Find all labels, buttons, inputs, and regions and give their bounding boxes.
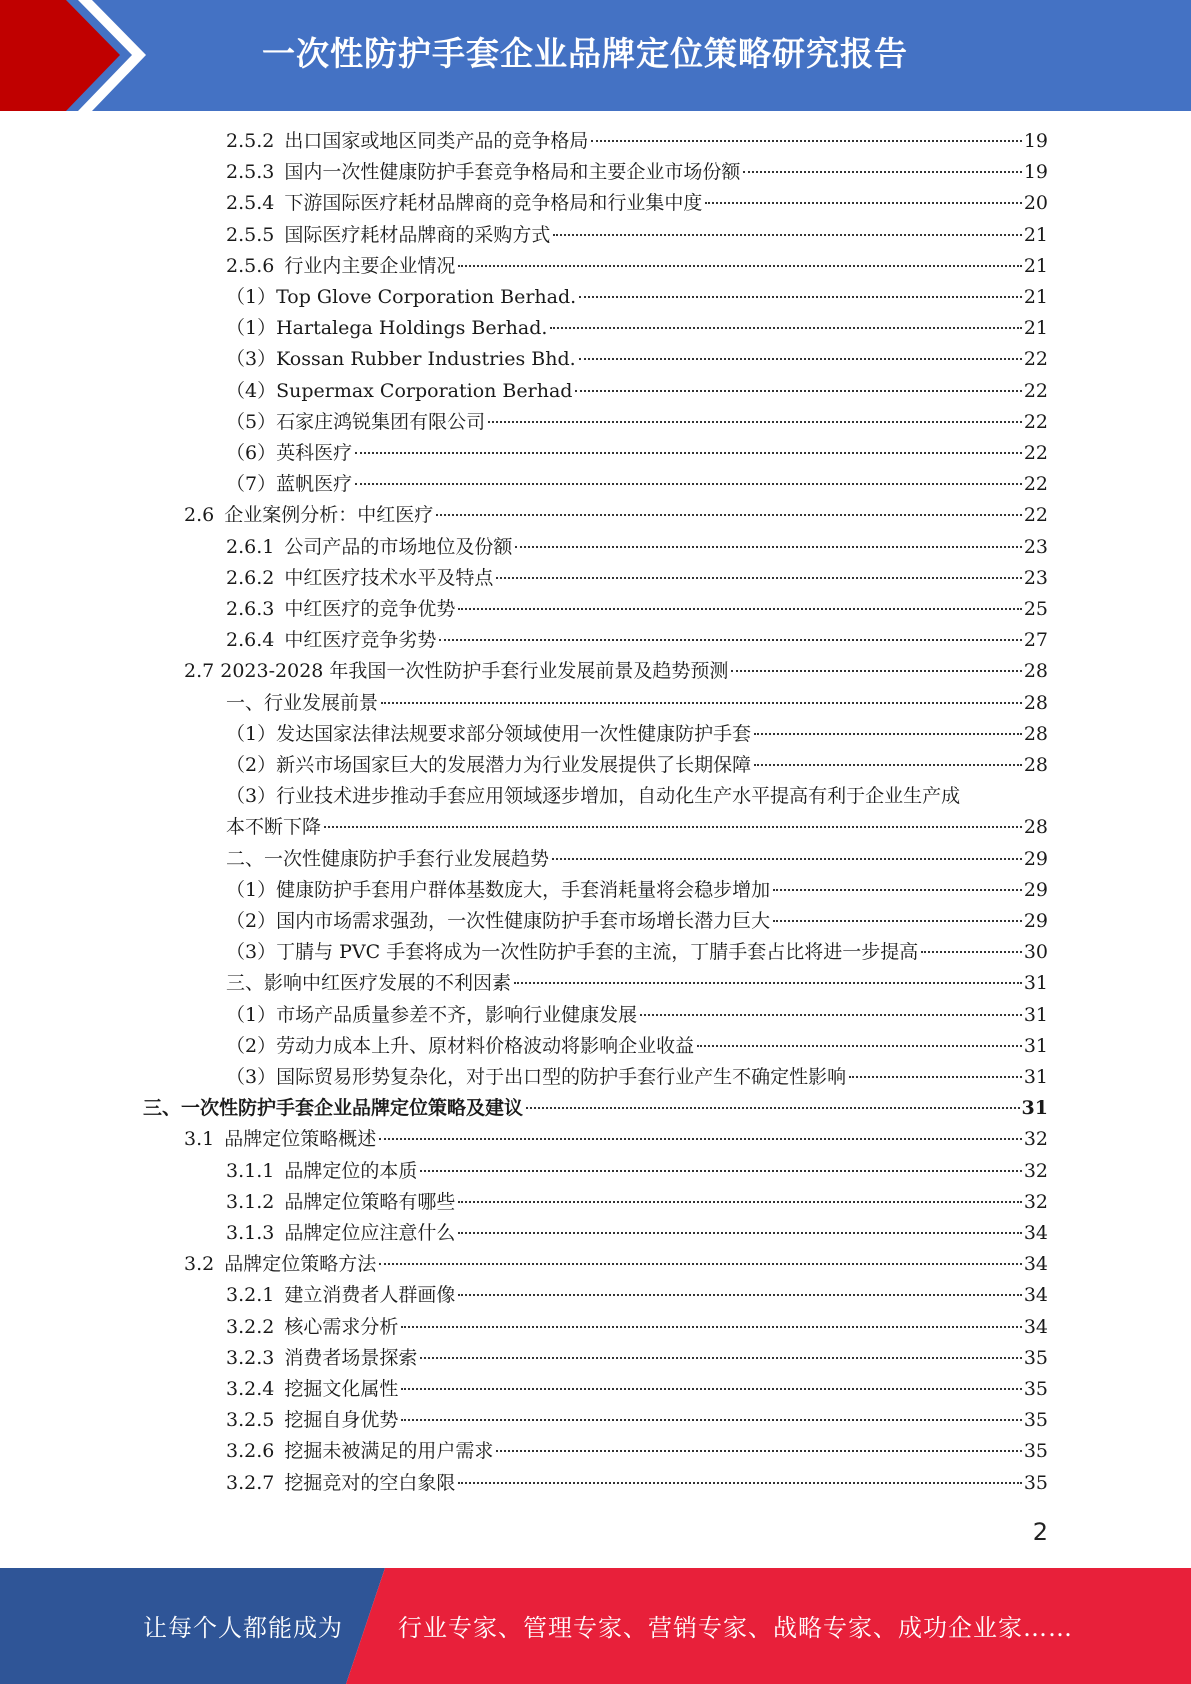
toc-entry-page: 22	[1023, 380, 1048, 402]
toc-dot-leader	[515, 546, 1021, 548]
toc-entry-title: （3）国际贸易形势复杂化，对于出口型的防护手套行业产生不确定性影响	[226, 1066, 847, 1088]
toc-entry[interactable]	[226, 781, 960, 812]
toc-entry-page: 34	[1023, 1316, 1048, 1338]
toc-dot-leader	[705, 202, 1021, 204]
toc-entry[interactable]	[226, 563, 1048, 594]
toc-entry[interactable]	[226, 469, 1048, 500]
toc-entry-page: 35	[1023, 1440, 1048, 1462]
toc-entry-page: 21	[1023, 286, 1048, 308]
toc-entry-number: 2.5.6	[226, 255, 275, 277]
toc-dot-leader	[849, 1076, 1022, 1078]
toc-entry[interactable]	[226, 1468, 1048, 1499]
toc-dot-leader	[379, 1138, 1022, 1140]
toc-entry-title: 本不断下降	[226, 816, 322, 838]
toc-entry-number: 2.6.2	[226, 567, 275, 589]
toc-entry-title: 企业案例分析：中红医疗	[224, 504, 434, 526]
toc-entry-title: （5）石家庄鸿锐集团有限公司	[226, 411, 486, 433]
toc-dot-leader	[591, 140, 1021, 142]
toc-entry[interactable]	[143, 1093, 1048, 1124]
toc-entry[interactable]	[226, 1436, 1048, 1467]
toc-dot-leader	[458, 265, 1021, 267]
toc-dot-leader	[697, 1045, 1022, 1047]
toc-dot-leader	[458, 608, 1021, 610]
toc-entry[interactable]	[226, 1156, 1048, 1187]
toc-entry-page: 34	[1023, 1222, 1048, 1244]
toc-dot-leader	[754, 764, 1022, 766]
toc-entry-page: 34	[1023, 1253, 1048, 1275]
toc-dot-leader	[496, 577, 1021, 579]
toc-entry-page: 21	[1023, 255, 1048, 277]
report-title: 一次性防护手套企业品牌定位策略研究报告	[262, 34, 908, 73]
toc-entry-title: 二、一次性健康防护手套行业发展趋势	[226, 848, 550, 870]
toc-entry-title: 品牌定位策略概述	[224, 1128, 377, 1150]
toc-entry-page: 21	[1023, 317, 1048, 339]
toc-entry-page: 28	[1023, 692, 1048, 714]
toc-entry-title: （1）Top Glove Corporation Berhad.	[226, 286, 577, 308]
toc-entry-title: （2）新兴市场国家巨大的发展潜力为行业发展提供了长期保障	[226, 754, 752, 776]
toc-entry-title: 公司产品的市场地位及份额	[284, 536, 513, 558]
toc-dot-leader	[458, 1294, 1021, 1296]
page-number: 2	[1032, 1518, 1048, 1546]
toc-entry-page: 31	[1023, 1004, 1048, 1026]
toc-entry-title: （3）丁腈与 PVC 手套将成为一次性防护手套的主流，丁腈手套占比将进一步提高	[226, 941, 919, 963]
toc-entry-number: 3.2.4	[226, 1378, 275, 1400]
toc-entry-number: 3.1.1	[226, 1160, 275, 1182]
toc-dot-leader	[439, 639, 1021, 641]
toc-entry-page: 29	[1023, 879, 1048, 901]
toc-entry-page: 29	[1023, 848, 1048, 870]
toc-dot-leader	[355, 483, 1022, 485]
toc-entry-number: 3.2.6	[226, 1440, 275, 1462]
toc-entry[interactable]	[226, 282, 1048, 313]
toc-entry[interactable]	[226, 251, 1048, 282]
toc-entry[interactable]	[226, 1000, 1048, 1031]
toc-entry-title: （3）Kossan Rubber Industries Bhd.	[226, 348, 576, 370]
toc-dot-leader	[324, 826, 1022, 828]
toc-entry[interactable]	[226, 1374, 1048, 1405]
toc-dot-leader	[420, 1170, 1021, 1172]
toc-entry[interactable]	[226, 1312, 1048, 1343]
toc-entry-page: 32	[1023, 1191, 1048, 1213]
toc-entry-page: 22	[1023, 348, 1048, 370]
toc-entry-title: （1）健康防护手套用户群体基数庞大，手套消耗量将会稳步增加	[226, 879, 771, 901]
toc-entry[interactable]	[226, 1343, 1048, 1374]
toc-entry-page: 28	[1023, 660, 1048, 682]
toc-entry[interactable]	[226, 376, 1048, 407]
toc-entry-title: （7）蓝帆医疗	[226, 473, 353, 495]
toc-entry-title: （3）行业技术进步推动手套应用领域逐步增加，自动化生产水平提高有利于企业生产成	[226, 785, 961, 807]
toc-entry-title: 品牌定位应注意什么	[284, 1222, 456, 1244]
toc-entry[interactable]	[226, 157, 1048, 188]
toc-entry-number: 2.6.4	[226, 629, 275, 651]
toc-entry[interactable]	[226, 126, 1048, 157]
toc-entry-number: 3.2	[184, 1253, 215, 1275]
toc-entry-title: （1）市场产品质量参差不齐，影响行业健康发展	[226, 1004, 638, 1026]
toc-dot-leader	[436, 514, 1022, 516]
toc-entry-page: 21	[1023, 224, 1048, 246]
toc-entry-page: 35	[1023, 1347, 1048, 1369]
toc-dot-leader	[754, 733, 1022, 735]
toc-dot-leader	[773, 889, 1022, 891]
toc-entry[interactable]	[226, 313, 1048, 344]
toc-entry[interactable]	[226, 344, 1048, 375]
toc-entry-title: 三、一次性防护手套企业品牌定位策略及建议	[143, 1097, 524, 1119]
toc-entry-page: 32	[1023, 1160, 1048, 1182]
toc-entry[interactable]	[226, 1280, 1048, 1311]
page-header	[0, 0, 1191, 111]
toc-entry-page: 25	[1023, 598, 1048, 620]
toc-entry-page: 30	[1023, 941, 1048, 963]
toc-entry-number: 3.2.5	[226, 1409, 275, 1431]
toc-entry-page: 28	[1023, 723, 1048, 745]
toc-entry-title: 品牌定位的本质	[284, 1160, 418, 1182]
toc-entry[interactable]	[226, 407, 1048, 438]
toc-dot-leader	[496, 1450, 1021, 1452]
toc-dot-leader	[488, 421, 1022, 423]
toc-entry-page: 28	[1023, 816, 1048, 838]
toc-entry-title: 下游国际医疗耗材品牌商的竞争格局和行业集中度	[284, 192, 703, 214]
toc-entry-page: 35	[1023, 1409, 1048, 1431]
toc-entry[interactable]	[184, 500, 1048, 531]
toc-entry-title: 中红医疗技术水平及特点	[284, 567, 494, 589]
toc-entry[interactable]	[184, 1249, 1048, 1280]
toc-entry[interactable]	[226, 719, 1048, 750]
page-footer	[0, 1568, 1191, 1684]
toc-entry[interactable]	[226, 688, 1048, 719]
toc-dot-leader	[379, 1263, 1022, 1265]
toc-entry-title: 挖掘自身优势	[284, 1409, 399, 1431]
toc-entry-number: 2.5.4	[226, 192, 275, 214]
toc-entry-page: 31	[1023, 972, 1048, 994]
toc-entry-title: 品牌定位策略方法	[224, 1253, 377, 1275]
toc-entry-page: 22	[1023, 411, 1048, 433]
toc-entry-title: 行业内主要企业情况	[284, 255, 456, 277]
toc-entry[interactable]	[226, 1031, 1048, 1062]
toc-entry-title: （2）国内市场需求强劲，一次性健康防护手套市场增长潜力巨大	[226, 910, 771, 932]
footer-slogan-right: 行业专家、管理专家、营销专家、战略专家、成功企业家……	[398, 1614, 1073, 1642]
toc-entry-number: 2.6.3	[226, 598, 275, 620]
toc-entry[interactable]	[226, 906, 1048, 937]
toc-entry-title: 挖掘竞对的空白象限	[284, 1472, 456, 1494]
toc-entry-number: 2.5.2	[226, 130, 275, 152]
toc-dot-leader	[552, 858, 1022, 860]
toc-entry-title: 2.7 2023-2028 年我国一次性防护手套行业发展前景及趋势预测	[184, 660, 729, 682]
toc-entry-page: 20	[1023, 192, 1048, 214]
toc-dot-leader	[420, 1357, 1021, 1359]
toc-entry-number: 2.6	[184, 504, 215, 526]
toc-entry-number: 3.2.7	[226, 1472, 275, 1494]
toc-entry-title: 挖掘未被满足的用户需求	[284, 1440, 494, 1462]
toc-entry[interactable]	[184, 1124, 1048, 1155]
toc-entry-page: 22	[1023, 442, 1048, 464]
toc-entry[interactable]	[226, 1218, 1048, 1249]
toc-entry[interactable]	[226, 1187, 1048, 1218]
toc-entry-title: 核心需求分析	[284, 1316, 399, 1338]
toc-entry[interactable]	[226, 625, 1048, 656]
toc-dot-leader	[401, 1388, 1021, 1390]
toc-entry-title: （6）英科医疗	[226, 442, 353, 464]
toc-entry-page: 27	[1023, 629, 1048, 651]
toc-entry-page: 22	[1023, 504, 1048, 526]
toc-entry-page: 19	[1023, 130, 1048, 152]
toc-entry-title: 三、影响中红医疗发展的不利因素	[226, 972, 512, 994]
toc-entry-title: （1）发达国家法律法规要求部分领域使用一次性健康防护手套	[226, 723, 752, 745]
toc-dot-leader	[458, 1201, 1021, 1203]
toc-entry-page: 35	[1023, 1472, 1048, 1494]
toc-entry[interactable]	[226, 188, 1048, 219]
toc-entry-page: 22	[1023, 473, 1048, 495]
toc-entry-number: 3.2.3	[226, 1347, 275, 1369]
toc-dot-leader	[550, 327, 1021, 329]
toc-dot-leader	[773, 920, 1022, 922]
toc-entry-page: 31	[1023, 1066, 1048, 1088]
toc-entry-title: （1）Hartalega Holdings Berhad.	[226, 317, 548, 339]
toc-entry-page: 19	[1023, 161, 1048, 183]
toc-entry[interactable]	[226, 1062, 1048, 1093]
toc-entry-page: 23	[1023, 536, 1048, 558]
toc-entry[interactable]	[226, 968, 1048, 999]
toc-dot-leader	[355, 452, 1022, 454]
toc-entry[interactable]	[226, 750, 1048, 781]
toc-entry[interactable]	[226, 1405, 1048, 1436]
toc-dot-leader	[458, 1232, 1021, 1234]
toc-dot-leader	[401, 1326, 1021, 1328]
toc-entry-number: 3.1.3	[226, 1222, 275, 1244]
toc-dot-leader	[743, 171, 1021, 173]
toc-entry-title: 一、行业发展前景	[226, 692, 379, 714]
toc-entry-title: 挖掘文化属性	[284, 1378, 399, 1400]
toc-entry-title: 中红医疗的竞争优势	[284, 598, 456, 620]
toc-entry-number: 2.5.5	[226, 224, 275, 246]
toc-entry-page: 32	[1023, 1128, 1048, 1150]
toc-dot-leader	[553, 234, 1021, 236]
toc-entry-page: 35	[1023, 1378, 1048, 1400]
toc-dot-leader	[640, 1014, 1022, 1016]
toc-entry[interactable]	[226, 532, 1048, 563]
toc-entry-page: 31	[1021, 1097, 1048, 1119]
toc-dot-leader	[401, 1419, 1021, 1421]
toc-entry-title: 品牌定位策略有哪些	[284, 1191, 456, 1213]
toc-dot-leader	[579, 296, 1022, 298]
toc-entry[interactable]	[226, 812, 1048, 843]
toc-entry-number: 3.1	[184, 1128, 215, 1150]
toc-entry[interactable]	[226, 844, 1048, 875]
toc-entry-page: 29	[1023, 910, 1048, 932]
toc-dot-leader	[381, 702, 1022, 704]
toc-entry-title: 出口国家或地区同类产品的竞争格局	[284, 130, 589, 152]
toc-entry-title: 建立消费者人群画像	[284, 1284, 456, 1306]
toc-entry-number: 3.2.1	[226, 1284, 275, 1306]
toc-dot-leader	[921, 951, 1022, 953]
toc-dot-leader	[458, 1482, 1021, 1484]
toc-entry[interactable]	[226, 937, 1048, 968]
toc-entry[interactable]	[226, 594, 1048, 625]
toc-entry-number: 3.2.2	[226, 1316, 275, 1338]
toc-dot-leader	[579, 358, 1022, 360]
toc-dot-leader	[731, 670, 1021, 672]
toc-entry-number: 2.6.1	[226, 536, 275, 558]
toc-dot-leader	[514, 982, 1022, 984]
toc-entry-number: 3.1.2	[226, 1191, 275, 1213]
toc-entry-title: 国际医疗耗材品牌商的采购方式	[284, 224, 551, 246]
toc-dot-leader	[575, 390, 1021, 392]
toc-entry-title: 国内一次性健康防护手套竞争格局和主要企业市场份额	[284, 161, 741, 183]
toc-entry-page: 23	[1023, 567, 1048, 589]
toc-entry-page: 34	[1023, 1284, 1048, 1306]
toc-entry[interactable]	[226, 875, 1048, 906]
toc-entry-title: 消费者场景探索	[284, 1347, 418, 1369]
toc-entry[interactable]	[184, 656, 1048, 687]
toc-entry-page: 31	[1023, 1035, 1048, 1057]
footer-slogan-left: 让每个人都能成为	[143, 1614, 343, 1642]
toc-entry[interactable]	[226, 438, 1048, 469]
toc-entry[interactable]	[226, 220, 1048, 251]
toc-entry-title: （4）Supermax Corporation Berhad	[226, 380, 573, 402]
toc-dot-leader	[526, 1107, 1020, 1109]
toc-entry-title: （2）劳动力成本上升、原材料价格波动将影响企业收益	[226, 1035, 695, 1057]
toc-entry-page: 28	[1023, 754, 1048, 776]
toc-entry-title: 中红医疗竞争劣势	[284, 629, 437, 651]
toc-entry-number: 2.5.3	[226, 161, 275, 183]
